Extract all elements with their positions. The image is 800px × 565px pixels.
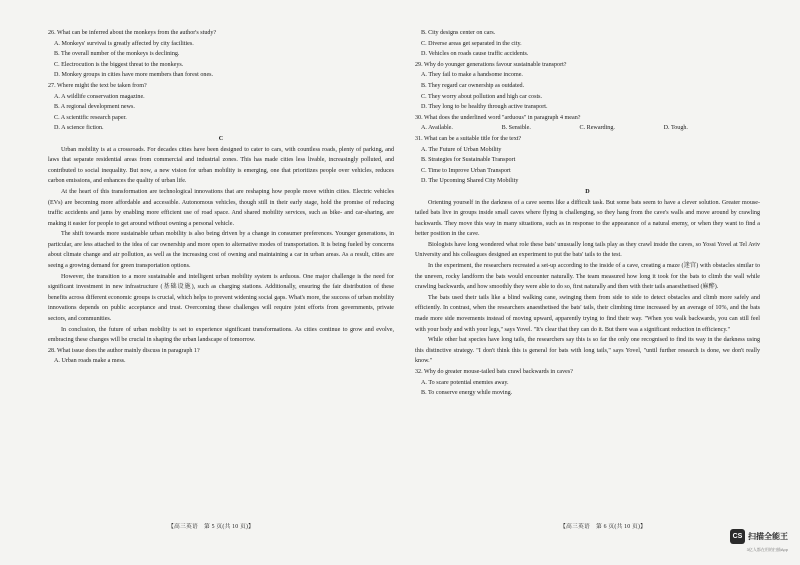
passage-d-paragraph-3: In the experiment, the researchers recreated a set-up according to the inside of a cave, creating a maze (迷宫) with obstacles similar to the uneven, rocky landform the bats would encounter naturally. The team measured how long it took for the bats to climb the wall while crawling backwards, and how smoothly they were able to do so, first naturally and then with their tails anaesthetised (麻醉).: [415, 263, 760, 291]
option-31a: A. The Future of Urban Mobility: [421, 146, 502, 153]
question-30: 30. What does the underlined word "arduous" in paragraph 4 mean?: [415, 114, 581, 121]
section-c-heading: C: [218, 135, 224, 142]
option-26c: C. Electrocution is the biggest threat to the monkeys.: [54, 61, 184, 68]
option-26a: A. Monkeys' survival is greatly affected by city facilities.: [54, 40, 194, 47]
scanner-logo: [730, 529, 788, 544]
question-26: 26. What can be inferred about the monkeys from the author's study?: [48, 30, 217, 36]
scanner-app-name: 扫描全能王: [748, 532, 788, 541]
question-31: 31. What can be a suitable title for the text?: [415, 135, 522, 142]
options-30-item: A. Available.: [421, 125, 453, 132]
passage-d-paragraph-4: The bats used their tails like a blind walking cane, swinging them from side to side to detect obstacles and climb more safely and efficiently. In contrast, when the researchers anaesthetised the bats' tails, their climbing time increased by an average of 10%, and the bats made more side movements instead of moving upward, apparently trying to find their way. "When you walk backwards, you can still feel with your body and with your legs," says Yovel. "It's clear that they can do it. But there was a significant reduction in efficiency.": [415, 294, 760, 333]
question-29: 29. Why do younger generations favour sustainable transport?: [415, 61, 567, 68]
passage-c-paragraph-2: At the heart of this transformation are technological innovations that are reshaping how people move within cities. Electric vehicles (EVs) are becoming more affordable and accessible. Autonomous vehicles, though still in their early stage, hold the promise of reducing traffic accidents and jams by enabling more efficient use of road space. And shared mobility services, such as bike- and car-sharing, are making it easier for people to get around without owning a personal vehicle.: [48, 188, 394, 227]
option-26d: D. Monkey groups in cities have more members than forest ones.: [54, 72, 214, 79]
footer-right: 【高三英语 第 6 页(共 10 页)】: [560, 524, 647, 530]
section-d-heading: D: [585, 188, 590, 195]
option-26b: B. The overall number of the monkeys is declining.: [54, 51, 180, 58]
option-28c: C. Diverse areas get separated in the city.: [421, 40, 522, 47]
option-28a: A. Urban roads make a mess.: [54, 358, 126, 365]
option-27b: B. A regional development news.: [54, 104, 135, 111]
options-30-item: B. Sensible.: [501, 125, 531, 132]
question-27: 27. Where might the text be taken from?: [48, 82, 147, 89]
option-31c: C. Time to Improve Urban Transport: [421, 167, 511, 174]
right-column: [415, 28, 760, 399]
question-32: 32. Why do greater mouse-tailed bats crawl backwards in caves?: [415, 369, 573, 375]
option-27d: D. A science fiction.: [54, 125, 104, 132]
option-32b: B. To conserve energy while moving.: [421, 390, 513, 397]
option-31b: B. Strategies for Sustainable Transport: [421, 157, 516, 164]
option-27a: A. A wildlife conservation magazine.: [54, 93, 145, 100]
passage-c-paragraph-1: Urban mobility is at a crossroads. For decades cities have been designed to cater to cars, with countless roads, plenty of parking, and laws that separate residential areas from commercial and industrial zones. This has made cities less livable, increasingly polluted, and contributed to social inequality. But now, a new vision for urban mobility is emerging, one that prioritizes people over vehicles, reduces carbon emissions, and enhances the quality of urban life.: [48, 146, 394, 185]
option-32a: A. To scare potential enemies away.: [421, 379, 509, 386]
option-29a: A. They fail to make a handsome income.: [421, 72, 523, 79]
option-31d: D. The Upcoming Shared City Mobility: [421, 178, 519, 185]
option-29c: C. They worry about pollution and high car costs.: [421, 93, 543, 100]
option-29d: D. They long to be healthy through active transport.: [421, 104, 548, 111]
passage-d-paragraph-1: Orienting yourself in the darkness of a cave seems like a difficult task. But some bats seem to have a clever solution. Greater mouse-tailed bats live in groups inside small caves where flying is challenging, so they hang from the cave's walls and move around by crawling backwards. They move this way in many situations, such as in response to the appearance of a natural enemy, or when they want to find a better position in the cave.: [415, 199, 760, 238]
option-28b: B. City designs center on cars.: [421, 30, 496, 36]
option-28d: D. Vehicles on roads cause traffic accidents.: [421, 51, 529, 58]
passage-d-paragraph-2: Biologists have long wondered what role these bats' unusually long tails play as they crawl inside the caves, so Yossi Yovel at Tel Aviv University and his colleagues designed an experiment to put the bats' tails to the test.: [415, 241, 760, 259]
option-27c: C. A scientific research paper.: [54, 114, 127, 121]
cs-logo-icon: CS: [730, 529, 745, 544]
passage-c-paragraph-3: The shift towards more sustainable urban mobility is also being driven by a change in consumer preferences. Younger generations, in particular, are less attached to the idea of car ownership and more open to alternative modes of transportation. It is being fueled by concerns about climate change and air pollution, as well as the increasing cost of owning and maintaining a car in urban areas. As a result, cities are seeing a growing demand for green transportation options.: [48, 231, 394, 270]
passage-c-paragraph-5: In conclusion, the future of urban mobility is set to experience significant transformations. As cities continue to grow and evolve, embracing these changes will be crucial in shaping the urban landscape of tomorrow.: [48, 326, 394, 344]
passage-d-paragraph-5: While other bat species have long tails, the researchers say this is so far the only one recognised to find its way in the darkness using this distinctive strategy. "I don't think this is general for bats with long tails," says Yovel, "until further research is done, we don't really know.": [415, 337, 760, 365]
options-30-item: D. Tough.: [663, 125, 688, 132]
options-30: [415, 123, 760, 134]
passage-c-paragraph-4: However, the transition to a more sustainable and intelligent urban mobility system is arduous. One major challenge is the need for significant investment in new infrastructure (基础设施), such as charging stations. Additionally, ensuring the fair distribution of these benefits across different economic groups is crucial, which helps to prevent widening social gaps. What's more, the success of urban mobility innovations depends on public acceptance and trust. Overcoming these challenges will require joint efforts from governments, private sectors, and communities.: [48, 273, 394, 323]
footer-left: 【高三英语 第 5 页(共 10 页)】: [168, 524, 255, 530]
left-column: [48, 28, 394, 367]
scanner-tagline: 3亿人都在用的扫描App: [746, 547, 788, 552]
question-28: 28. What issue does the author mainly discuss in paragraph 1?: [48, 347, 200, 354]
options-30-item: C. Rewarding.: [579, 125, 615, 132]
option-29b: B. They regard car ownership as outdated.: [421, 82, 525, 89]
